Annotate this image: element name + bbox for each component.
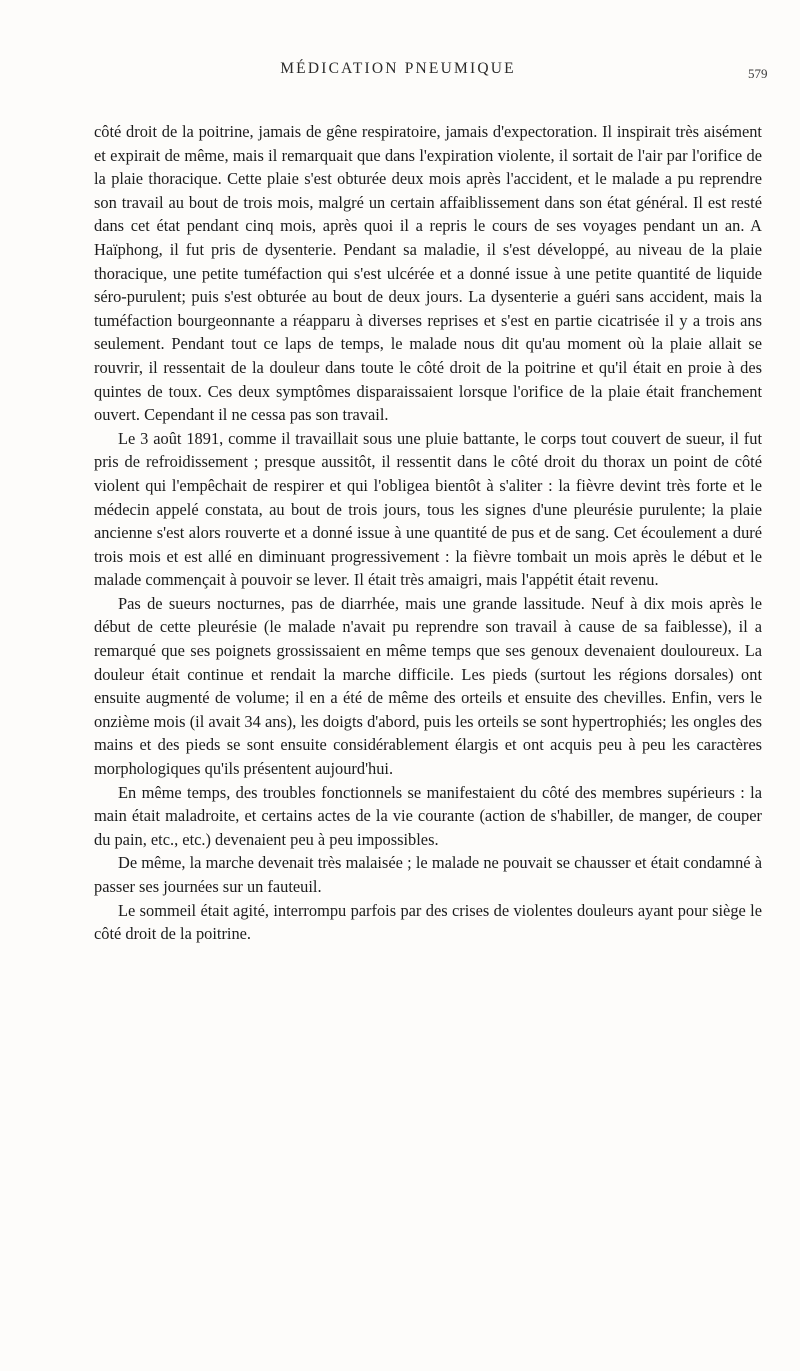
body-text [94,120,762,946]
page-number: 579 [748,66,768,81]
paragraph-upper-limbs: En même temps, des troubles fonctionnels se manifestaient du côté des membres supérieurs : la main était maladroite, et certains actes de la vie courante (action de s'habiller, de manger, de couper du pain, etc., etc.) devenaient peu à peu impossibles. [94,782,762,849]
paragraph-pleurisy-onset: Le 3 août 1891, comme il travaillait sous une pluie battante, le corps tout couvert de sueur, il fut pris de refroidissement ; presque aussitôt, il ressentit dans le côté droit du thorax un point de côté violent qui l'empêchait de respirer et qui l'obligea bientôt à s'aliter : la fièvre devint très forte et le médecin appelé constata, au bout de trois jours, tous les signes d'une pleurésie purulente; la plaie ancienne s'est alors rouverte et a donné issue à une quantité de pus et de sang. Cet écoulement a duré trois mois et est allé en diminuant progressivement : la fièvre tombait un mois après le début et le malade commençait à pouvoir se lever. Il était très amaigri, mais l'appétit était revenu. [94,428,762,590]
running-header [0,60,800,90]
header-title: MÉDICATION PNEUMIQUE [280,60,516,77]
paragraph-hypertrophy: Pas de sueurs nocturnes, pas de diarrhée, mais une grande lassitude. Neuf à dix mois après le début de cette pleurésie (le malade n'avait pu reprendre son travail à cause de sa faiblesse), il a remarqué que ses poignets grossissaient en même temps que ses genoux devenaient douloureux. La douleur était continue et rendait la marche difficile. Les pieds (surtout les régions dorsales) ont ensuite augmenté de volume; il en a été de même des orteils et ensuite des chevilles. Enfin, vers le onzième mois (il avait 34 ans), les doigts d'abord, puis les orteils se sont hypertrophiés; les ongles des mains et des pieds se sont ensuite considérablement élargis et ont acquis peu à peu les caractères morphologiques qu'ils présentent aujourd'hui. [94,593,762,779]
paragraph-continuation: côté droit de la poitrine, jamais de gêne respiratoire, jamais d'expectoration. Il inspirait très aisément et expirait de même, mais il remarquait que dans l'expiration violente, il sortait de l'air par l'orifice de la plaie thoracique. Cette plaie s'est obturée deux mois après l'accident, et le malade a pu reprendre son travail au bout de trois mois, malgré un certain affaiblissement dans son état général. Il est resté dans cet état pendant cinq mois, après quoi il a repris le cours de ses voyages pendant un an. A Haïphong, il fut pris de dysenterie. Pendant sa maladie, il s'est développé, au niveau de la plaie thoracique, une petite tuméfaction qui s'est ulcérée et a donné issue à une petite quantité de liquide séro-purulent; puis s'est obturée au bout de deux jours. La dysenterie a guéri sans accident, mais la tuméfaction bourgeonnante a réapparu à diverses reprises et s'est en partie cicatrisée il y a trois ans seulement. Pendant tout ce laps de temps, le malade nous dit qu'au moment où la plaie allait se rouvrir, il ressentait de la douleur dans toute le côté droit de la poitrine et qu'il était en proie à des quintes de toux. Ces deux symptômes disparaissaient lorsque l'orifice de la plaie était franchement ouvert. Cependant il ne cessa pas son travail. [94,122,762,425]
paragraph-walking: De même, la marche devenait très malaisée ; le malade ne pouvait se chausser et était condamné à passer ses journées sur un fauteuil. [94,853,762,896]
paragraph-sleep: Le sommeil était agité, interrompu parfois par des crises de violentes douleurs ayant pour siège le côté droit de la poitrine. [94,900,762,944]
